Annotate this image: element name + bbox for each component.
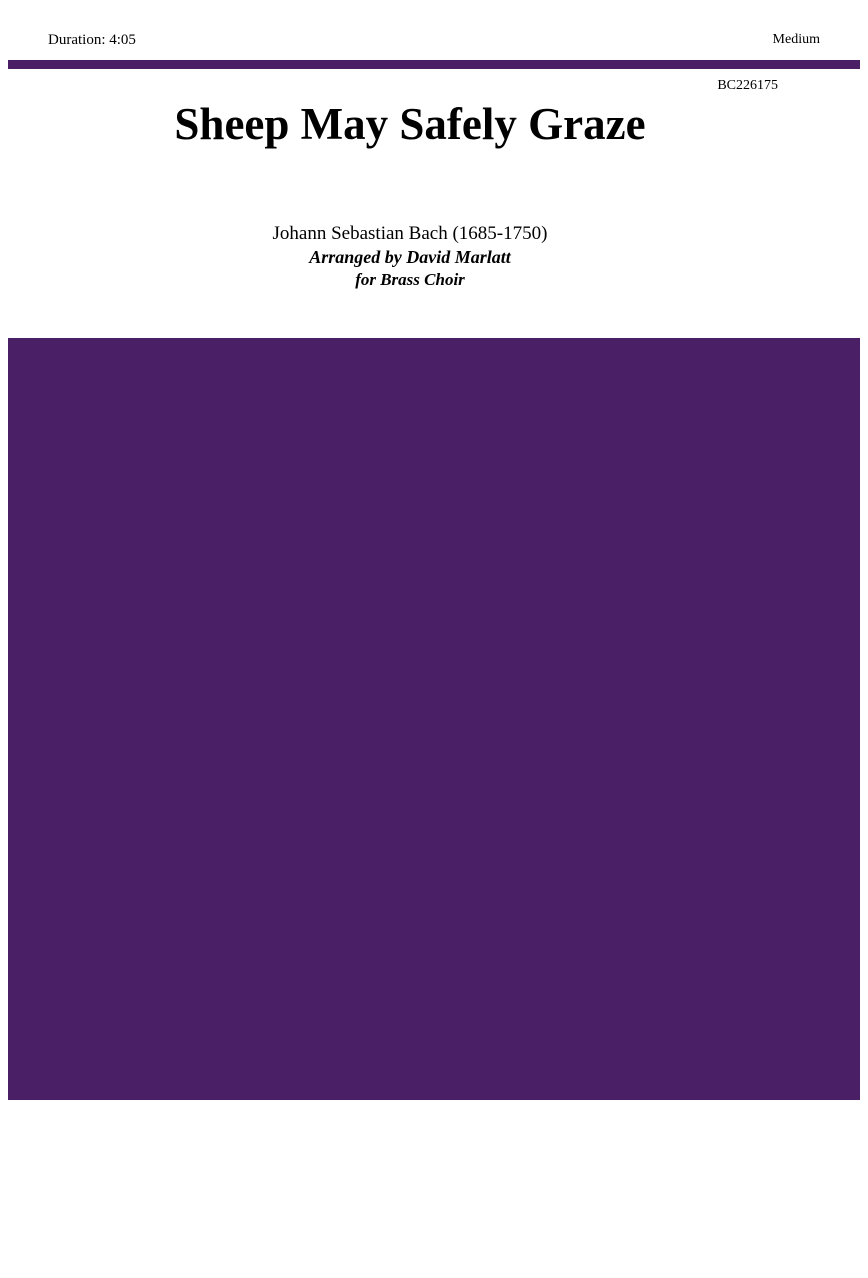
publisher-name-line1 [218, 1163, 688, 1215]
publisher-logo [218, 1158, 688, 1278]
duration-label: Duration: 4:05 [48, 32, 136, 48]
ensemble-label: for Brass Choir [355, 270, 465, 290]
composer-name: Johann Sebastian Bach (1685-1750) [272, 223, 548, 244]
header-divider-rule [8, 60, 860, 69]
difficulty-level-label: Medium [772, 32, 820, 47]
publisher-name-line2: PUBLICATIONS [267, 1219, 639, 1261]
eighth-note-icon [464, 1156, 524, 1222]
logo-bottom-rule [218, 1273, 688, 1276]
publisher-name-note: NOTE [512, 1163, 658, 1215]
logo-top-rule [218, 1158, 688, 1161]
page-title: Sheep May Safely Graze [174, 99, 646, 149]
credits-block [0, 222, 820, 291]
header-meta-row [0, 32, 868, 56]
brand-color-block [8, 338, 860, 1261]
catalog-number: BC226175 [717, 78, 778, 93]
arranger-name: Arranged by David Marlatt [309, 246, 511, 267]
publisher-name-eighth: EIGHTH [248, 1163, 457, 1215]
